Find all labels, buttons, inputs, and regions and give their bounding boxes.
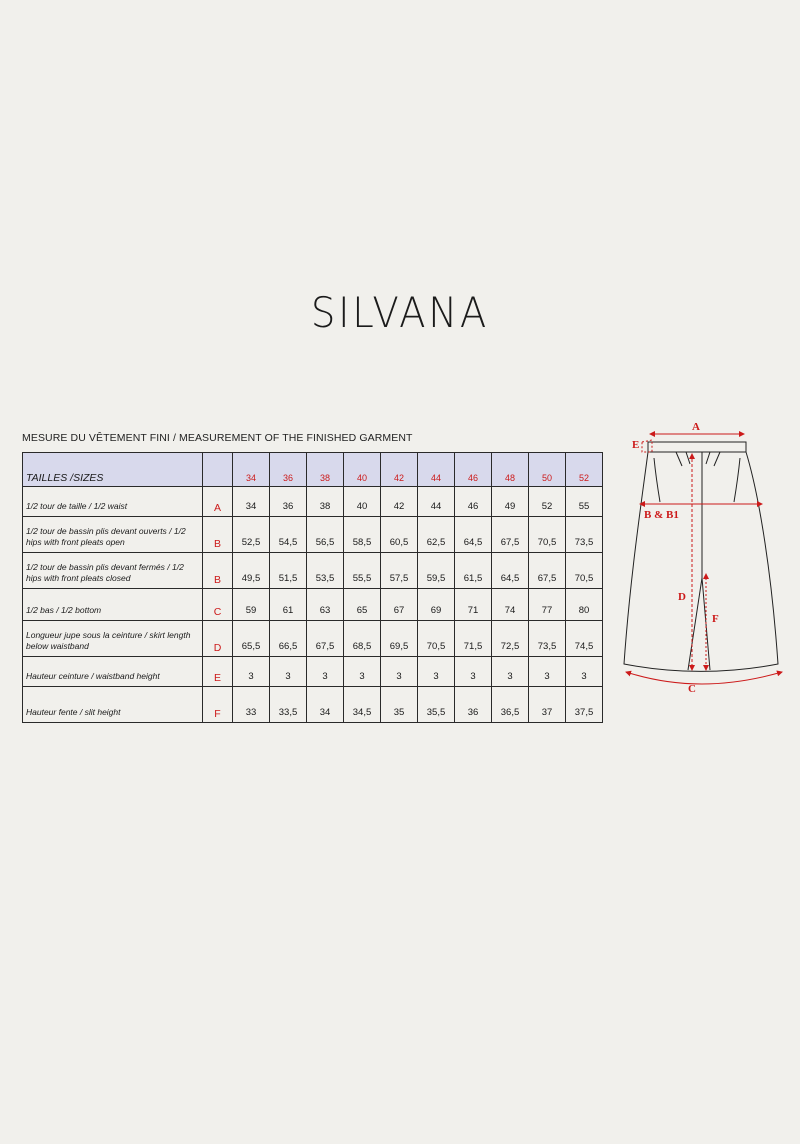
table-row [23,517,603,553]
measurement-value: 70,5 [566,553,603,589]
measurement-value: 36 [270,487,307,517]
measurement-value: 49 [492,487,529,517]
measurement-value: 55,5 [344,553,381,589]
measurement-value: 56,5 [307,517,344,553]
measurement-value: 52,5 [233,517,270,553]
measurement-value: 52 [529,487,566,517]
measurement-value: 73,5 [529,621,566,657]
diagram-label-e: E [632,439,640,451]
measurement-value: 53,5 [307,553,344,589]
measurement-value: 46 [455,487,492,517]
measurement-value: 74,5 [566,621,603,657]
measurement-value: 74 [492,589,529,621]
size-header-cell: 46 [455,453,492,487]
measurement-value: 3 [344,657,381,687]
measurement-value: 38 [307,487,344,517]
measurement-value: 42 [381,487,418,517]
measurement-value: 64,5 [455,517,492,553]
diagram-label-f: F [712,613,719,625]
measurement-value: 37 [529,687,566,723]
measurement-value: 73,5 [566,517,603,553]
table-row [23,621,603,657]
diagram-label-c: C [688,683,696,695]
measurement-value: 3 [566,657,603,687]
size-header-cell: 44 [418,453,455,487]
size-header-cell: 36 [270,453,307,487]
measurement-label: 1/2 tour de taille / 1/2 waist [23,487,203,517]
page-title: SILVANA [310,288,490,337]
sizes-header-label: TAILLES /SIZES [23,453,203,487]
size-header-cell: 42 [381,453,418,487]
measurement-label: Longueur jupe sous la ceinture / skirt length below waistband [23,621,203,657]
measurement-value: 34 [307,687,344,723]
measurement-value: 34,5 [344,687,381,723]
measurement-value: 36 [455,687,492,723]
measurement-value: 70,5 [418,621,455,657]
measurement-value: 33,5 [270,687,307,723]
measurement-label: 1/2 tour de bassin plis devant ouverts / 1/2 hips with front pleats open [23,517,203,553]
code-header-cell [203,453,233,487]
measurement-value: 61,5 [455,553,492,589]
skirt-body-shape [624,452,778,672]
measurement-label: 1/2 tour de bassin plis devant fermés / 1/2 hips with front pleats closed [23,553,203,589]
measurement-value: 70,5 [529,517,566,553]
measurement-code: C [203,589,233,621]
table-row [23,657,603,687]
size-header-cell: 38 [307,453,344,487]
measurement-label: Hauteur ceinture / waistband height [23,657,203,687]
size-header-cell: 52 [566,453,603,487]
measurement-value: 3 [529,657,566,687]
measurement-value: 67,5 [492,517,529,553]
measurement-value: 35,5 [418,687,455,723]
size-header-row [23,453,603,487]
table-row [23,487,603,517]
diagram-label-b: B & B1 [644,509,679,521]
measurement-value: 65 [344,589,381,621]
measurement-value: 51,5 [270,553,307,589]
measurement-value: 49,5 [233,553,270,589]
diagram-label-d: D [678,591,686,603]
measurement-value: 80 [566,589,603,621]
measurement-value: 35 [381,687,418,723]
measurement-value: 40 [344,487,381,517]
measurement-value: 61 [270,589,307,621]
measurement-value: 3 [381,657,418,687]
measurement-value: 62,5 [418,517,455,553]
measurement-value: 59,5 [418,553,455,589]
measurement-value: 3 [270,657,307,687]
measurement-code: E [203,657,233,687]
measurement-value: 72,5 [492,621,529,657]
measurement-lines [626,434,782,684]
waistband-shape [648,442,746,452]
measurement-value: 3 [418,657,455,687]
measurement-value: 59 [233,589,270,621]
measurement-value: 64,5 [492,553,529,589]
table-row [23,687,603,723]
diagram-label-a: A [692,421,700,433]
table-row [23,553,603,589]
measurement-code: F [203,687,233,723]
measurement-value: 67,5 [307,621,344,657]
measurement-value: 71,5 [455,621,492,657]
measurement-value: 54,5 [270,517,307,553]
measurement-value: 69 [418,589,455,621]
measurement-code: A [203,487,233,517]
measurement-value: 36,5 [492,687,529,723]
size-header-cell: 48 [492,453,529,487]
measurement-value: 71 [455,589,492,621]
size-header-cell: 34 [233,453,270,487]
measurement-value: 69,5 [381,621,418,657]
measurement-value: 77 [529,589,566,621]
measurement-value: 55 [566,487,603,517]
measurement-value: 3 [492,657,529,687]
table-row [23,589,603,621]
measurement-label: Hauteur fente / slit height [23,687,203,723]
table-caption: MESURE DU VÊTEMENT FINI / MEASUREMENT OF THE FINISHED GARMENT [22,432,413,444]
measurement-value: 63 [307,589,344,621]
measurement-code: D [203,621,233,657]
measurement-value: 3 [307,657,344,687]
measurement-value: 68,5 [344,621,381,657]
measurement-label: 1/2 bas / 1/2 bottom [23,589,203,621]
measurement-value: 3 [455,657,492,687]
measure-line-c [626,672,782,684]
skirt-diagram [616,418,796,698]
measurement-value: 65,5 [233,621,270,657]
measurement-value: 37,5 [566,687,603,723]
size-header-cell: 40 [344,453,381,487]
measurement-value: 67,5 [529,553,566,589]
measurement-value: 33 [233,687,270,723]
measurement-code: B [203,553,233,589]
measurement-value: 60,5 [381,517,418,553]
measurement-value: 3 [233,657,270,687]
measurement-value: 34 [233,487,270,517]
size-header-cell: 50 [529,453,566,487]
measurement-value: 44 [418,487,455,517]
measurement-value: 67 [381,589,418,621]
size-chart-table [22,452,603,723]
measurement-value: 66,5 [270,621,307,657]
measurement-value: 58,5 [344,517,381,553]
measurement-value: 57,5 [381,553,418,589]
measurement-code: B [203,517,233,553]
